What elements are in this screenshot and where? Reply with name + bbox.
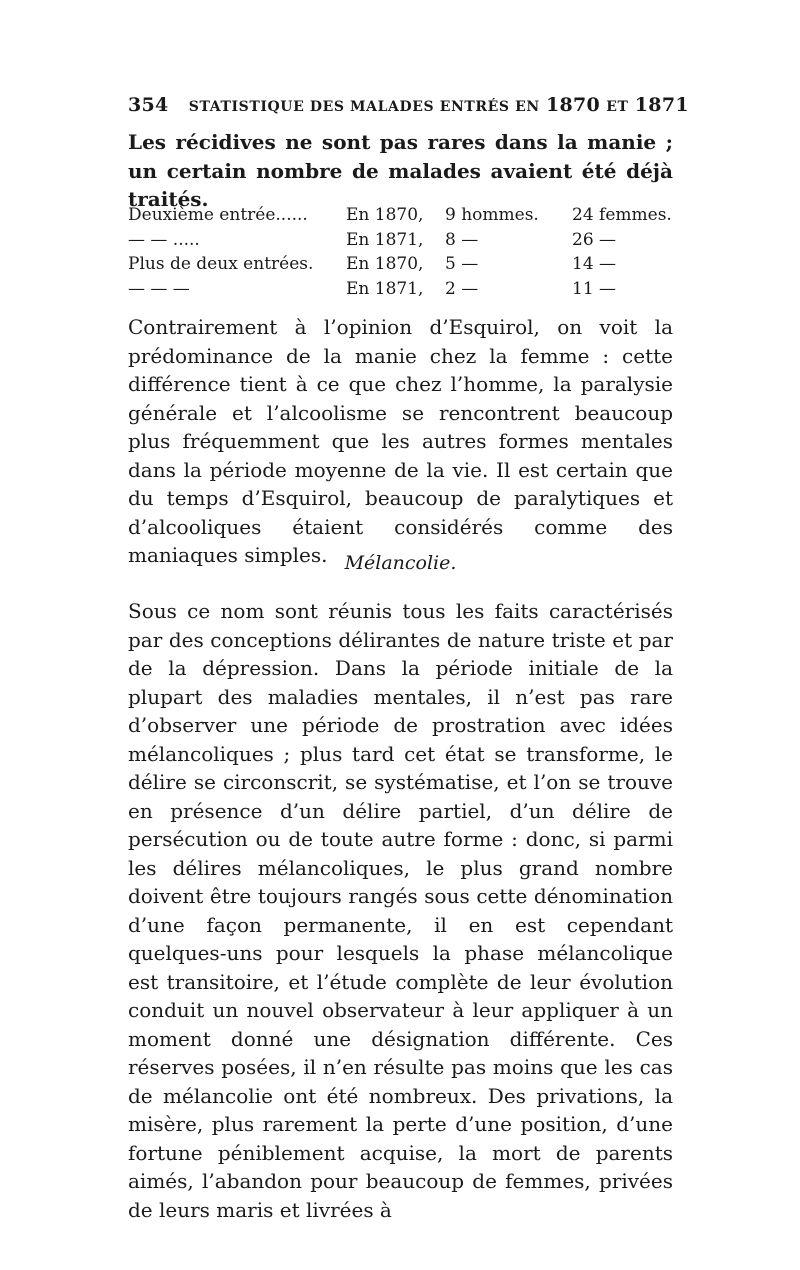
section-title-melancolie: Mélancolie. bbox=[344, 552, 457, 574]
table-row bbox=[128, 203, 673, 228]
readmission-table bbox=[128, 203, 673, 301]
header-year-1870: 1870 bbox=[545, 94, 601, 116]
page-number: 354 bbox=[128, 94, 169, 116]
row-women: 26 — bbox=[572, 229, 617, 250]
paragraph-esquirol: Contrairement à l’opinion d’Esquirol, on voit la prédominance de la manie chez la femme : cette différence tient à ce que chez l’homme, la paralysie générale et l’alcoolisme se rencontrent beaucoup plus fréquemment que les autres formes mentales dans la période moyenne de la vie. Il est certain que du temps d’Esquirol, beaucoup de paralytiques et d’alcooliques étaient considérés comme des maniaques simples. bbox=[128, 315, 673, 567]
row-label: Deuxième entrée...... bbox=[128, 205, 308, 225]
header-conjunction: ET bbox=[606, 99, 629, 115]
running-title: STATISTIQUE DES MALADES ENTRÉS EN bbox=[188, 99, 540, 115]
row-year: En 1870, bbox=[346, 254, 424, 274]
row-label: Plus de deux entrées. bbox=[128, 254, 314, 274]
row-men: 8 — bbox=[445, 229, 479, 250]
row-year: En 1871, bbox=[346, 278, 424, 299]
row-label: — — ..... bbox=[128, 229, 200, 250]
row-men: 9 hommes. bbox=[445, 205, 539, 225]
row-label: — — — bbox=[128, 278, 190, 299]
row-year: En 1870, bbox=[346, 205, 424, 225]
paragraph-melancolie: Sous ce nom sont réunis tous les faits caractérisés par des conceptions délirantes de nature triste et par de la dépression. Dans la période initiale de la plupart des maladies mentales, il n’est pas rare d’observer une période de prostration avec idées mélancoliques ; plus tard cet état se transforme, le délire se circonscrit, se systématise, et l’on se trouve en présence d’un délire partiel, d’un délire de persécution ou de toute autre forme : donc, si parmi les délires mélancoliques, le plus grand nombre doivent être toujours rangés sous cette dénomination d’une façon permanente, il en est cependant quelques-uns pour lesquels la phase mélancolique est transitoire, et l’étude complète de leur évolution conduit un nouvel observateur à leur appliquer à un moment donné une désignation différente. Ces réserves posées, il n’en résulte pas moins que les cas de mélancolie ont été nombreux. Des privations, la misère, plus rarement la perte d’une position, d’une fortune péniblement acquise, la mort de parents aimés, l’abandon pour beaucoup de femmes, privées de leurs maris et livrées à bbox=[128, 599, 673, 1222]
row-women: 11 — bbox=[572, 278, 617, 299]
header-year-1871: 1871 bbox=[634, 94, 689, 116]
row-women: 24 femmes. bbox=[572, 205, 672, 225]
running-header bbox=[128, 94, 689, 116]
paragraph-recidives: Les récidives ne sont pas rares dans la manie ; un certain nombre de malades avaient été déjà traités. bbox=[128, 130, 673, 211]
row-women: 14 — bbox=[572, 254, 617, 274]
table-row bbox=[128, 252, 673, 277]
row-men: 2 — bbox=[445, 278, 479, 299]
row-men: 5 — bbox=[445, 254, 479, 274]
table-row bbox=[128, 277, 673, 302]
row-year: En 1871, bbox=[346, 229, 424, 250]
table-row bbox=[128, 228, 673, 253]
